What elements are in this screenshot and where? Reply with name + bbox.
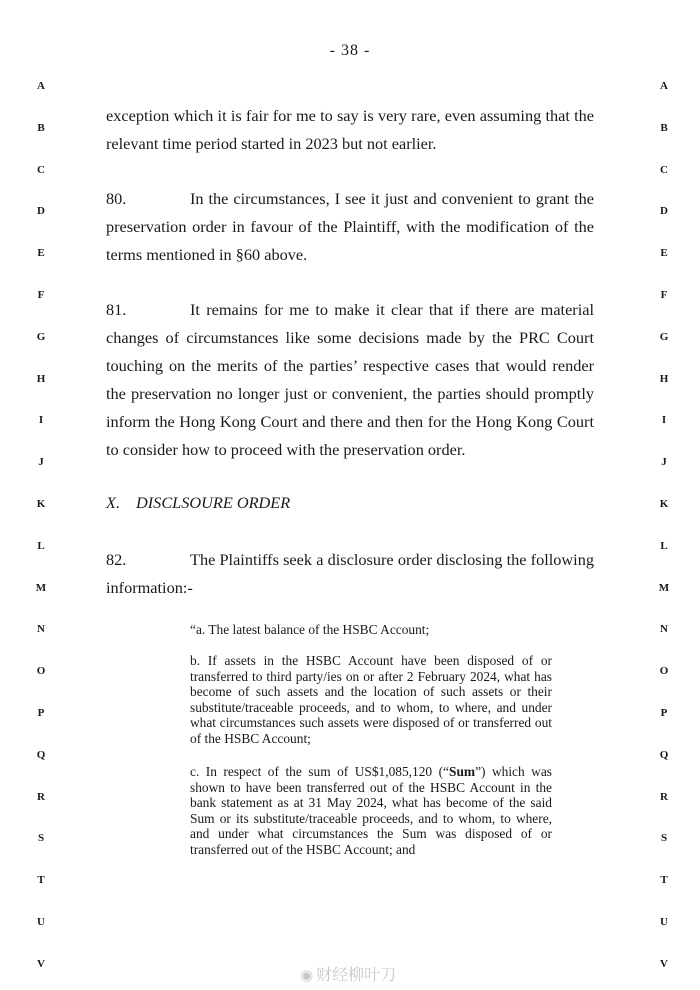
right-margin-letter-s: S xyxy=(660,832,668,844)
section-heading xyxy=(106,493,290,513)
left-margin-letter-n: N xyxy=(37,623,45,635)
left-margin-letter-t: T xyxy=(37,874,45,886)
right-margin-letter-j: J xyxy=(661,456,667,468)
right-margin-letter-v: V xyxy=(660,958,668,970)
left-margin-letter-d: D xyxy=(37,205,45,217)
right-margin-letter-h: H xyxy=(659,373,669,385)
right-margin-letter-p: P xyxy=(660,707,668,719)
quote-item-c-lead: c. In respect of the sum of US$1,085,120 (“ xyxy=(190,764,449,779)
paragraph-81-text: It remains for me to make it clear that if there are material changes of circumstances like some decisions made by the PRC Court touching on the merits of the parties’ respective cases that would render the preservation no longer just or convenient, the parties should promptly inform the Hong Kong Court and there and then for the Hong Kong Court to consider how to proceed with the preservation order. xyxy=(106,300,594,459)
quote-item-a: “a. The latest balance of the HSBC Account; xyxy=(190,622,430,637)
page-number: - 38 - xyxy=(329,42,371,59)
right-margin-letter-m: M xyxy=(658,582,670,594)
left-margin-letter-c: C xyxy=(37,164,45,176)
right-margin-letter-r: R xyxy=(660,791,668,803)
paragraph-82-text: The Plaintiffs seek a disclosure order disclosing the following information:- xyxy=(106,550,594,597)
left-margin-letter-a: A xyxy=(37,80,45,92)
left-margin-letter-f: F xyxy=(37,289,45,301)
right-margin-letter-i: I xyxy=(661,414,667,426)
right-margin-letter-c: C xyxy=(660,164,668,176)
right-margin-letter-k: K xyxy=(659,498,669,510)
quote-item-b: b. If assets in the HSBC Account have been disposed of or transferred to third party/ies on or after 2 February 2024, what has become of such assets and the location of such assets or their substitute/traceable proceeds, and to whom, to where, and under what circumstances such assets were disposed of or transferred out of the HSBC Account; xyxy=(190,653,552,746)
right-margin-letter-u: U xyxy=(660,916,668,928)
right-margin-letter-e: E xyxy=(660,247,668,259)
right-margin-letter-a: A xyxy=(660,80,668,92)
right-margin-letter-l: L xyxy=(660,540,668,552)
left-margin-letter-i: I xyxy=(38,414,44,426)
right-margin-letter-o: O xyxy=(659,665,669,677)
quote-item-c-rest: ”) which was shown to have been transferred out of the HSBC Account in the bank statement as at 31 May 2024, what has become of the said Sum or its substitute/traceable proceeds, and to whom, to where, and under what circumstances the Sum was disposed of or transferred out of the HSBC Account; and xyxy=(190,764,552,857)
paragraph-82-number: 82. xyxy=(106,550,127,569)
left-margin-letter-l: L xyxy=(37,540,45,552)
quote-item-c-defined-term: Sum xyxy=(449,764,476,779)
paragraph-81-number: 81. xyxy=(106,300,127,319)
right-margin-letter-q: Q xyxy=(659,749,669,761)
left-margin-letter-o: O xyxy=(36,665,46,677)
left-margin-letter-j: J xyxy=(38,456,44,468)
watermark-text: 财经柳叶刀 xyxy=(316,965,397,984)
paragraph-79-continued: exception which it is fair for me to say is very rare, even assuming that the relevant time period started in 2023 but not earlier. xyxy=(106,106,594,153)
right-margin-letter-n: N xyxy=(660,623,668,635)
left-margin-letter-r: R xyxy=(37,791,45,803)
paragraph-80 xyxy=(106,185,594,269)
left-margin-letter-e: E xyxy=(37,247,45,259)
quote-item-c xyxy=(190,764,552,857)
right-margin-letter-f: F xyxy=(660,289,668,301)
right-margin-letter-d: D xyxy=(660,205,668,217)
left-margin-letter-v: V xyxy=(37,958,45,970)
paragraph-81 xyxy=(106,296,594,464)
left-margin-letter-h: H xyxy=(36,373,46,385)
left-margin-letter-m: M xyxy=(35,582,47,594)
left-margin-letter-g: G xyxy=(36,331,46,343)
left-margin-letter-k: K xyxy=(36,498,46,510)
right-margin-letter-t: T xyxy=(660,874,668,886)
left-margin-letter-q: Q xyxy=(36,749,46,761)
paragraph-80-number: 80. xyxy=(106,189,127,208)
left-margin-letter-s: S xyxy=(37,832,45,844)
section-heading-number: X. xyxy=(106,493,121,512)
weibo-icon: ◉ xyxy=(300,966,314,984)
left-margin-letter-b: B xyxy=(37,122,45,134)
left-margin-letter-u: U xyxy=(37,916,45,928)
right-margin-letter-b: B xyxy=(660,122,668,134)
right-margin-letter-g: G xyxy=(659,331,669,343)
watermark xyxy=(300,962,396,985)
section-heading-text: DISCLSOURE ORDER xyxy=(136,493,291,512)
paragraph-82 xyxy=(106,546,594,602)
paragraph-80-text: In the circumstances, I see it just and convenient to grant the preservation order in favour of the Plaintiff, with the modification of the terms mentioned in §60 above. xyxy=(106,189,594,264)
left-margin-letter-p: P xyxy=(37,707,45,719)
